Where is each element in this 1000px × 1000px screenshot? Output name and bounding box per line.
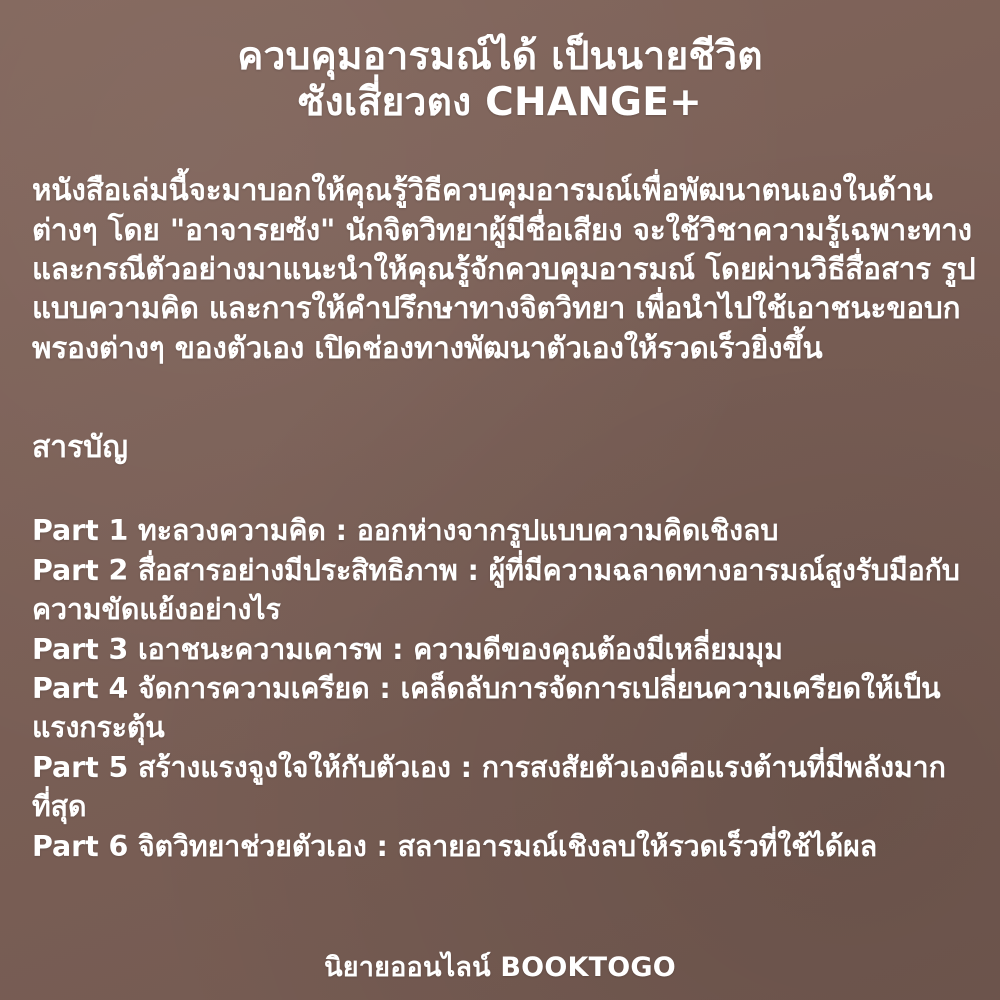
toc-item: Part 4 จัดการความเครียด : เคล็ดลับการจัดการเปลี่ยนความเครียดให้เป็นแรงกระตุ้น — [32, 672, 941, 745]
toc-list — [32, 511, 976, 866]
toc-item: Part 5 สร้างแรงจูงใจให้กับตัวเอง : การสงสัยตัวเองคือแรงต้านที่มีพลังมากที่สุด — [32, 750, 946, 824]
intro-paragraph — [32, 171, 976, 368]
toc-item: Part 2 สื่อสารอย่างมีประสิทธิภาพ : ผู้ที่มีความฉลาดทางอารมณ์สูงรับมือกับความขัดแย้งอย่างไร — [32, 553, 960, 627]
title-line-1: ควบคุมอารมณ์ได้ เป็นนายชีวิต — [237, 34, 763, 79]
title-line-2: ซังเสี่ยวตง CHANGE+ — [298, 79, 702, 125]
toc-heading: สารบัญ — [32, 430, 128, 466]
intro-text: หนังสือเล่มนี้จะมาบอกให้คุณรู้วิธีควบคุมอารมณ์เพื่อพัฒนาตนเองในด้านต่างๆ โดย "อาจารยซัง" นักจิตวิทยาผู้มีชื่อเสียง จะใช้วิชาความรู้เฉพาะทางและกรณีตัวอย่างมาแนะนำให้คุณรู้จักควบคุมอารมณ์ โดยผ่านวิธีสื่อสาร รูปแบบความคิด และการให้คำปรึกษาทางจิตวิทยา เพื่อนำไปใช้เอาชนะขอบกพรองต่างๆ ของตัวเอง เปิดช่องทางพัฒนาตัวเองให้รวดเร็วยิ่งขึ้น — [32, 173, 976, 365]
footer-branding: นิยายออนไลน์ BOOKTOGO — [324, 952, 676, 983]
toc-item: Part 1 ทะลวงความคิด : ออกห่างจากรูปแบบความคิดเชิงลบ — [32, 514, 779, 548]
toc-item: Part 3 เอาชนะความเคารพ : ความดีของคุณต้องมีเหลี่ยมมุม — [32, 632, 783, 666]
page-title — [24, 34, 976, 125]
toc-item: Part 6 จิตวิทยาช่วยตัวเอง : สลายอารมณ์เชิงลบให้รวดเร็วที่ใช้ได้ผล — [32, 829, 878, 863]
